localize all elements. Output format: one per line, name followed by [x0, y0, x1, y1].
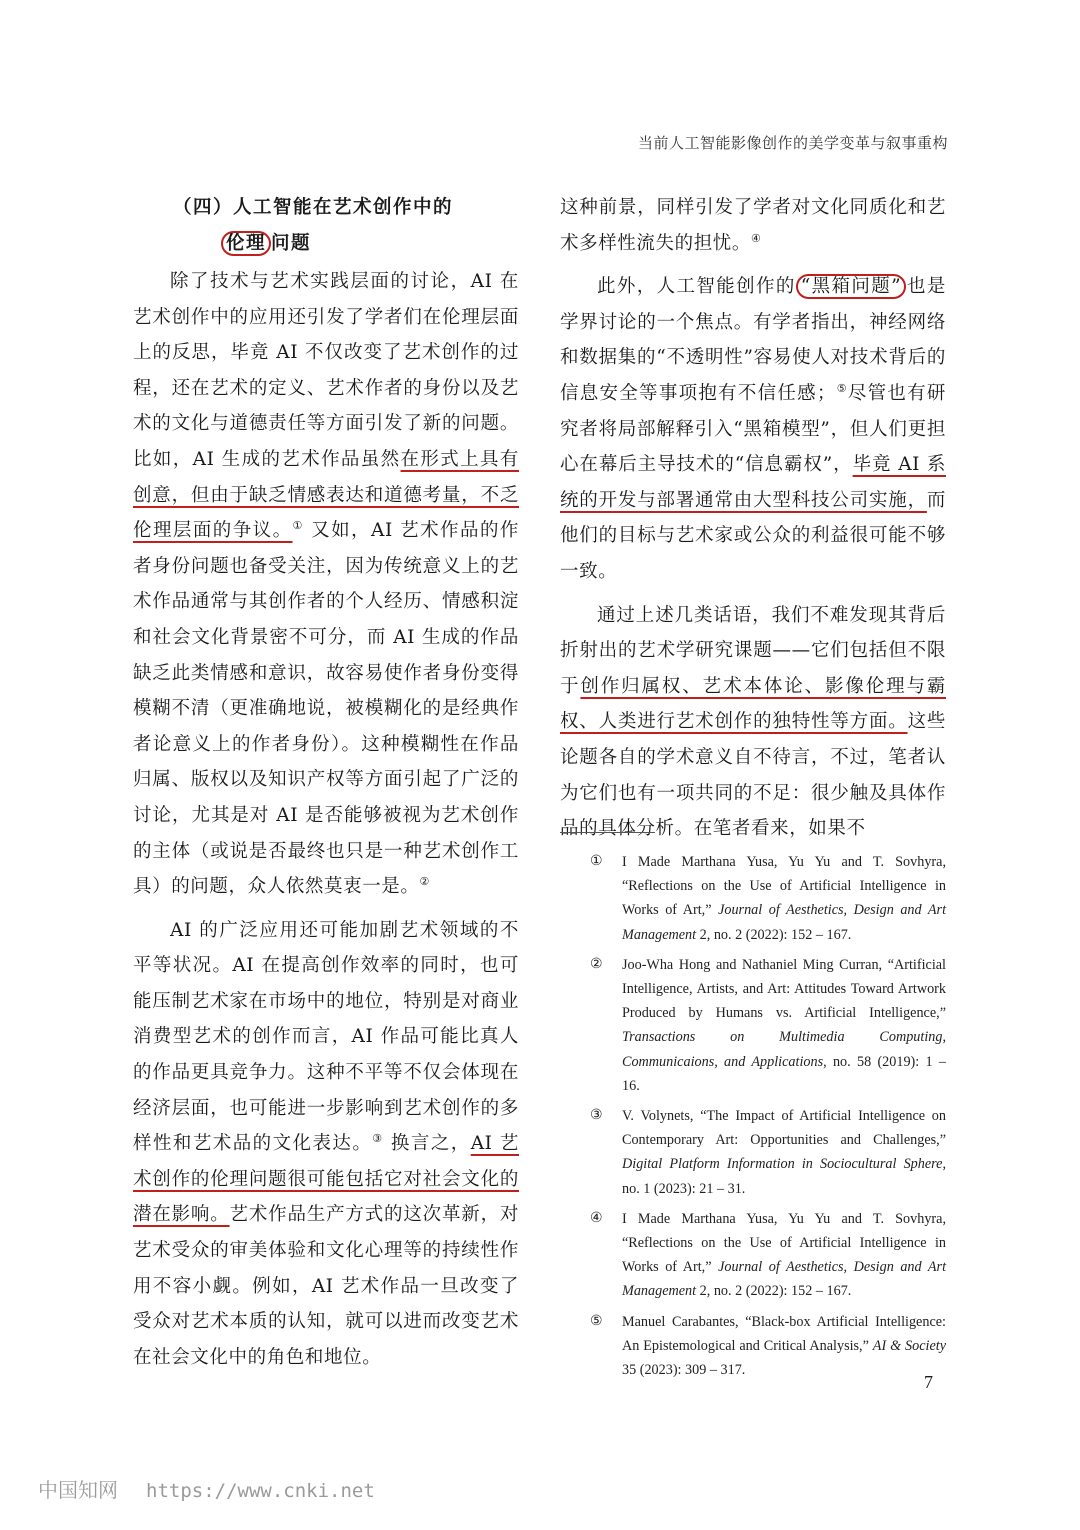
- left-column: [133, 190, 519, 1375]
- handwritten-circle-annotation: 伦理: [221, 231, 271, 256]
- right-column: [560, 190, 946, 847]
- page-number: 7: [924, 1372, 933, 1392]
- footnote: ④ I Made Marthana Yusa, Yu Yu and T. Sovhyra, “Reflections on the Use of Artificial Intelligence in Works of Art,” Journal of Aesthetics, Design and Art Management 2, no. 2 (2022): 152 – 167.: [590, 1207, 946, 1304]
- watermark-url[interactable]: https://www.cnki.net: [146, 1480, 375, 1502]
- footnote-mark: ④: [590, 1210, 603, 1226]
- footnote: ⑤ Manuel Carabantes, “Black-box Artificial Intelligence: An Epistemological and Critical Analysis,” AI & Society 35 (2023): 309 – 317.: [590, 1310, 946, 1383]
- footnote-mark: ①: [590, 854, 603, 869]
- section-heading-line2: 伦理 问题: [173, 226, 519, 262]
- paragraph: 这种前景，同样引发了学者对文化同质化和艺术多样性流失的担忧。④: [560, 197, 946, 254]
- footnote-ref[interactable]: ③: [372, 1132, 384, 1146]
- footnote-divider: [560, 832, 655, 833]
- paragraph: 除了技术与艺术实践层面的讨论，AI 在艺术创作中的应用还引发了学者们在伦理层面上的反思，毕竟 AI 不仅改变了艺术创作的过程，还在艺术的定义、艺术作者的身份以及艺术的文化与道德责任等方面引发了新的问题。比如，AI 生成的艺术作品虽然在形式上具有创意，但由于缺乏情感表达和道德考量，不乏伦理层面的争议。① 又如，AI 艺术作品的作者身份问题也备受关注，因为传统意义上的艺术作品通常与其创作者的个人经历、情感积淀和社会文化背景密不可分，而 AI 生成的作品缺乏此类情感和意识，故容易使作者身份变得模糊不清（更准确地说，被模糊化的是经典作者论意义上的作者身份）。这种模糊性在作品归属、版权以及知识产权等方面引起了广泛的讨论，尤其是对 AI 是否能够被视为艺术创作的主体（或说是否最终也只是一种艺术创作工具）的问题，众人依然莫衷一是。②: [133, 271, 519, 898]
- paragraph: AI 的广泛应用还可能加剧艺术领域的不平等状况。AI 在提高创作效率的同时，也可能压制艺术家在市场中的地位，特别是对商业消费型艺术的创作而言，AI 作品可能比真人的作品更具竞争力。这种不平等不仅会体现在经济层面，也可能进一步影响到艺术创作的多样性和艺术品的文化表达。③ 换言之，AI 艺术创作的伦理问题很可能包括它对社会文化的潜在影响。艺术作品生产方式的这次革新，对艺术受众的审美体验和文化心理等的持续性作用不容小觑。例如，AI 艺术作品一旦改变了受众对艺术本质的认知，就可以进而改变艺术在社会文化中的角色和地位。: [133, 919, 519, 1368]
- footnote-ref[interactable]: ①: [292, 519, 304, 532]
- section-heading-line1: （四）人工智能在艺术创作中的: [173, 197, 454, 218]
- footnotes: [590, 850, 946, 1388]
- handwritten-underline-annotation: AI 艺术创作的伦理问题很可能包括它对社会文化的潜在影响。: [133, 1133, 519, 1226]
- footnote-mark: ⑤: [590, 1313, 603, 1329]
- footnote-ref[interactable]: ⑤: [836, 381, 848, 395]
- footnote-mark: ③: [590, 1108, 603, 1124]
- footnote: ① I Made Marthana Yusa, Yu Yu and T. Sovhyra, “Reflections on the Use of Artificial Intelligence in Works of Art,” Journal of Aesthetics, Design and Art Management 2, no. 2 (2022): 152 – 167.: [590, 850, 946, 947]
- handwritten-circle-annotation: “黑箱问题”: [796, 274, 906, 299]
- handwritten-underline-annotation: 在形式上具有创意，但由于缺乏情感表达和道德考量，不乏伦理层面的争议。: [133, 448, 519, 542]
- handwritten-underline-annotation: 创作归属权、艺术本体论、影像伦理与霸权、人类进行艺术创作的独特性等方面。: [560, 675, 946, 733]
- handwritten-underline-annotation: 毕竟 AI 系统的开发与部署通常由大型科技公司实施，: [560, 454, 946, 511]
- section-heading: [133, 190, 519, 262]
- paragraph: 此外，人工智能创作的 “黑箱问题” 也是学界讨论的一个焦点。有学者指出，神经网络和数据集的“不透明性”容易使人对技术背后的信息安全等事项抱有不信任感；⑤尽管也有研究者将局部解释引入“黑箱模型”，但人们更担心在幕后主导技术的“信息霸权”，毕竟 AI 系统的开发与部署通常由大型科技公司实施，而他们的目标与艺术家或公众的利益很可能不够一致。: [560, 276, 946, 582]
- footnote: ② Joo-Wha Hong and Nathaniel Ming Curran, “Artificial Intelligence, Artists, and Art: Attitudes Toward Artwork Produced by Humans vs. Artificial Intelligence,” Transactions on Multimedia Computing, Communicaions, and Applications, no. 58 (2019): 1 – 16.: [590, 953, 946, 1098]
- footnote-ref[interactable]: ②: [419, 874, 430, 888]
- footnote-ref[interactable]: ④: [751, 231, 762, 245]
- cnki-watermark: [38, 1474, 375, 1503]
- watermark-brand: 中国知网: [38, 1478, 118, 1502]
- paragraph: 通过上述几类话语，我们不难发现其背后折射出的艺术学研究课题——它们包括但不限于创作归属权、艺术本体论、影像伦理与霸权、人类进行艺术创作的独特性等方面。这些论题各自的学术意义自不待言，不过，笔者认为它们也有一项共同的不足：很少触及具体作品的具体分析。在笔者看来，如果不: [560, 604, 946, 840]
- running-head: 当前人工智能影像创作的美学变革与叙事重构: [637, 134, 948, 152]
- footnote: ③ V. Volynets, “The Impact of Artificial Intelligence on Contemporary Art: Opportunities and Challenges,” Digital Platform Information in Sociocultural Sphere, no. 1 (2023): 21 – 31.: [590, 1104, 946, 1201]
- footnote-mark: ②: [590, 956, 603, 972]
